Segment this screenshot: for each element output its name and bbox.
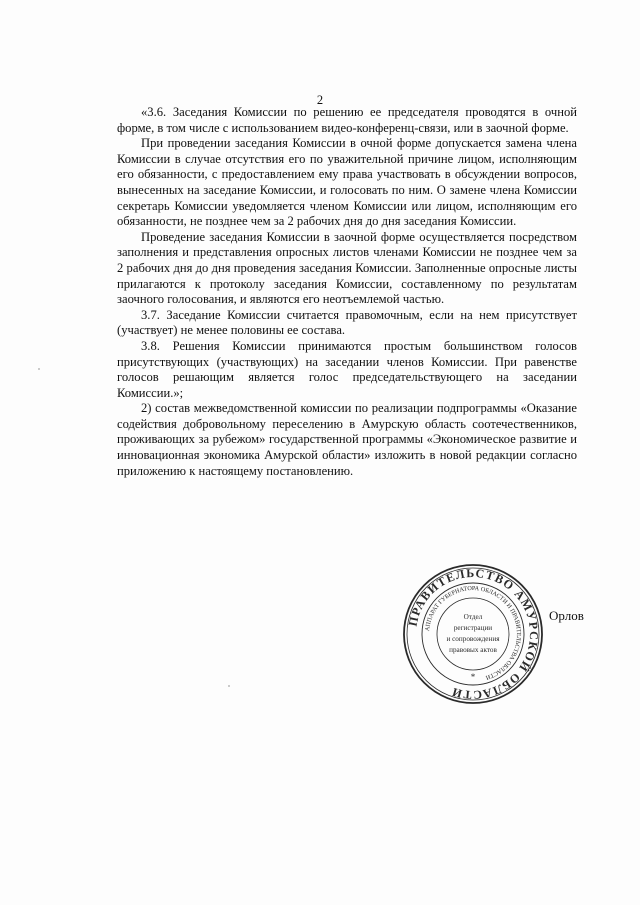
seal-star: * [470, 672, 476, 682]
signature-name: Орлов [549, 608, 584, 623]
paragraph-3-8: 3.8. Решения Комиссии принимаются простым большинством голосов присутствующих (участвующих) на заседании членов Комиссии. При равенстве голосов решающим является голос председательствующего на заседании Комиссии.»; [117, 338, 577, 400]
body-text [117, 105, 577, 479]
seal-center-line: регистрации [453, 624, 493, 632]
seal-inner-text: АППАРАТ ГУБЕРНАТОРА ОБЛАСТИ И ПРАВИТЕЛЬСТВА ОБЛАСТИ [424, 584, 523, 681]
official-seal [402, 563, 544, 705]
paragraph-substitution: При проведении заседания Комиссии в очной форме допускается замена члена Комиссии в случае отсутствия его по уважительной причине лицом, исполняющим его обязанности, с предоставлением ему права участвовать в обсуждении вопросов, вынесенных на заседание Комиссии, и голосовать по ним. О замене члена Комиссии секретарь Комиссии уведомляется членом Комиссии или лицом, исполняющим его обязанности, не позднее чем за 2 рабочих дня до дня заседания Комиссии. [117, 136, 577, 229]
page-number: 2 [316, 93, 324, 107]
scan-speck [228, 685, 230, 687]
seal-center-line: Отдел [463, 613, 483, 621]
paragraph-item-2: 2) состав межведомственной комиссии по реализации подпрограммы «Оказание содействия добровольному переселению в Амурскую область соотечественников, проживающих за рубежом» государственной программы «Экономическое развитие и инновационная экономика Амурской области» изложить в новой редакции согласно приложению к настоящему постановлению. [117, 401, 577, 478]
seal-center-line: и сопровождения [446, 635, 500, 643]
scan-speck [38, 368, 40, 370]
seal-outer-text: ПРАВИТЕЛЬСТВО АМУРСКОЙ ОБЛАСТИ [405, 565, 542, 703]
paragraph-3-6: «3.6. Заседания Комиссии по решению ее председателя проводятся в очной форме, в том числе с использованием видео-конференц-связи, или в заочной форме. [117, 105, 577, 135]
paragraph-absentee-form: Проведение заседания Комиссии в заочной форме осуществляется посредством заполнения и представления опросных листов членами Комиссии не позднее чем за 2 рабочих дня до дня проведения заседания Комиссии. Заполненные опросные листы прилагаются к протоколу заседания Комиссии, составленному по результатам заочного голосования, и являются его неотъемлемой частью. [117, 229, 577, 307]
paragraph-3-7: 3.7. Заседание Комиссии считается правомочным, если на нем присутствует (участвует) не менее половины ее состава. [117, 307, 577, 338]
seal-center-line: правовых актов [449, 646, 497, 654]
